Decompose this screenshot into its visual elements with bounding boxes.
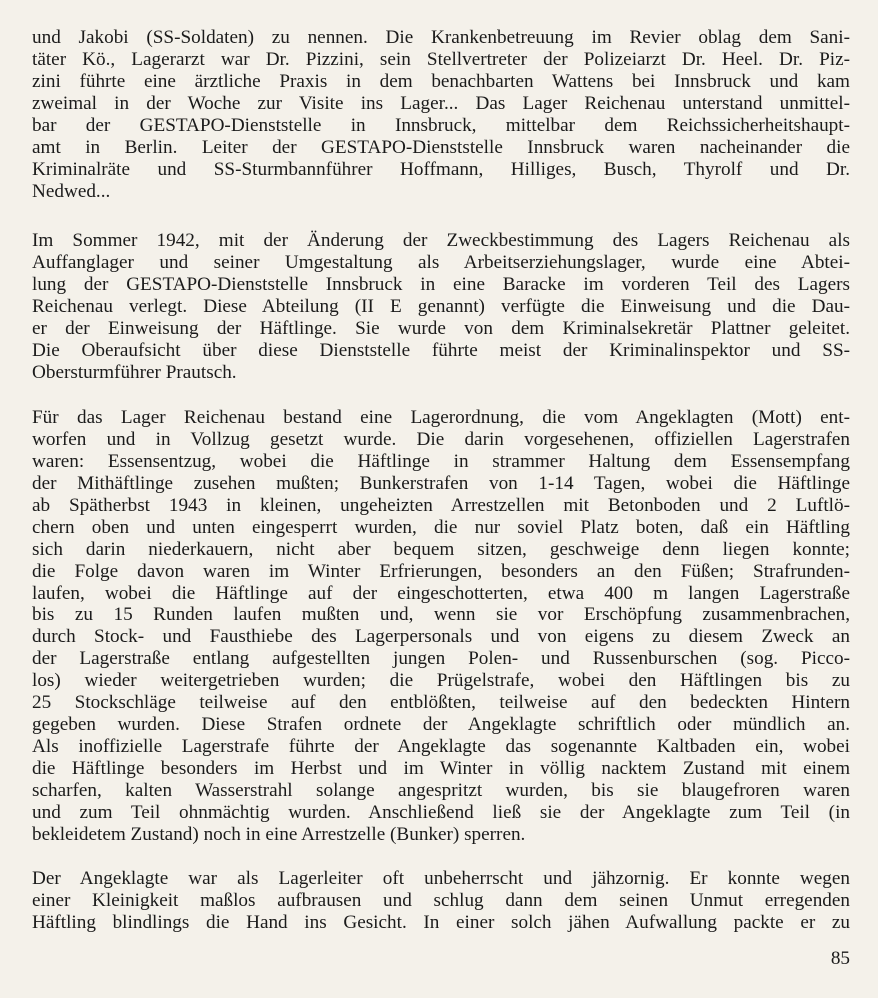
paragraph-3-line-12: der Lagerstraße entlang aufgestellten jungen Polen- und Russenburschen (sog. Picco- [32,648,850,670]
paragraph-1-line-2: täter Kö., Lagerarzt war Dr. Pizzini, sein Stellvertreter der Polizeiarzt Dr. Heel. Dr. Piz- [32,48,850,70]
paragraph-3-line-8: die Folge davon waren im Winter Erfrierungen, besonders an den Füßen; Strafrunden- [32,560,850,582]
paragraph-2-line-4: Reichenau verlegt. Diese Abteilung (II E genannt) verfügte die Einweisung und die Dau- [32,295,850,317]
paragraph-3-line-3: waren: Essensentzug, wobei die Häftlinge in strammer Haltung dem Essensempfang [32,450,850,472]
paragraph-4-line-2: einer Kleinigkeit maßlos aufbrausen und schlug dann dem seinen Unmut erregenden [32,889,850,911]
paragraph-3-line-18: scharfen, kalten Wasserstrahl solange angespritzt wurden, bis sie blaugefroren waren [32,779,850,801]
paragraph-3-line-6: chern oben und unten eingesperrt wurden, die nur soviel Platz boten, daß ein Häftling [32,516,850,538]
paragraph-1-line-5: bar der GESTAPO-Dienststelle in Innsbruck, mittelbar dem Reichssicherheitshaupt- [32,114,850,136]
paragraph-2-line-7: Obersturmführer Prautsch. [32,361,237,383]
paragraph-3-line-4: der Mithäftlinge zusehen mußten; Bunkerstrafen von 1-14 Tagen, wobei die Häftlinge [32,472,850,494]
paragraph-3-line-5: ab Spätherbst 1943 in kleinen, ungeheizten Arrestzellen mit Betonboden und 2 Luftlö- [32,494,850,516]
paragraph-3-line-19: und zum Teil ohnmächtig wurden. Anschließend ließ sie der Angeklagte zum Teil (in [32,801,850,823]
paragraph-1-line-6: amt in Berlin. Leiter der GESTAPO-Dienststelle Innsbruck waren nacheinander die [32,136,850,158]
paragraph-3-line-9: laufen, wobei die Häftlinge auf der eingeschotterten, etwa 400 m langen Lagerstraße [32,582,850,604]
paragraph-1-line-4: zweimal in der Woche zur Visite ins Lager... Das Lager Reichenau unterstand unmittel- [32,92,850,114]
paragraph-2-line-1: Im Sommer 1942, mit der Änderung der Zweckbestimmung des Lagers Reichenau als [32,230,850,251]
paragraph-1-line-8: Nedwed... [32,180,111,202]
paragraph-4 [32,868,850,934]
paragraph-4-line-3: Häftling blindlings die Hand ins Gesicht. In einer solch jähen Aufwallung packte er zu [32,911,850,933]
paragraph-3 [32,407,850,846]
paragraph-2-line-2: Auffanglager und seiner Umgestaltung als Arbeitserziehungslager, wurde eine Abtei- [32,251,850,273]
paragraph-1 [32,27,850,203]
paragraph-2-line-6: Die Oberaufsicht über diese Dienststelle führte meist der Kriminalinspektor und SS- [32,339,850,361]
paragraph-3-line-15: gegeben wurden. Diese Strafen ordnete der Angeklagte schriftlich oder mündlich an. [32,714,850,736]
paragraph-2-line-5: er der Einweisung der Häftlinge. Sie wurde von dem Kriminalsekretär Plattner geleitet. [32,317,850,339]
paragraph-3-line-11: durch Stock- und Fausthiebe des Lagerpersonals und von eigens zu diesem Zweck an [32,626,850,648]
page-number: 85 [830,948,850,969]
paragraph-3-line-14: 25 Stockschläge teilweise auf den entblößten, teilweise auf den bedeckten Hintern [32,692,850,714]
paragraph-3-line-1: Für das Lager Reichenau bestand eine Lagerordnung, die vom Angeklagten (Mott) ent- [32,407,850,428]
paragraph-3-line-7: sich darin niederkauern, nicht aber bequem sitzen, geschweige denn liegen konnte; [32,538,850,560]
paragraph-3-line-10: bis zu 15 Runden laufen mußten und, wenn sie vor Erschöpfung zusammenbrachen, [32,604,850,626]
paragraph-2-line-3: lung der GESTAPO-Dienststelle Innsbruck in eine Baracke im vorderen Teil des Lagers [32,273,850,295]
paragraph-3-line-20: bekleidetem Zustand) noch in eine Arrestzelle (Bunker) sperren. [32,823,526,845]
paragraph-1-line-1: und Jakobi (SS-Soldaten) zu nennen. Die Krankenbetreuung im Revier oblag dem Sani- [32,27,850,48]
paragraph-1-line-3: zini führte eine ärztliche Praxis in dem benachbarten Wattens bei Innsbruck und kam [32,70,850,92]
paragraph-3-line-13: los) wieder weitergetrieben wurden; die Prügelstrafe, wobei den Häftlingen bis zu [32,670,850,692]
paragraph-3-line-17: die Häftlinge besonders im Herbst und im Winter in völlig nacktem Zustand mit einem [32,758,850,779]
paragraph-1-line-7: Kriminalräte und SS-Sturmbannführer Hoffmann, Hilliges, Busch, Thyrolf und Dr. [32,158,850,180]
paragraph-3-line-16: Als inoffizielle Lagerstrafe führte der Angeklagte das sogenannte Kaltbaden ein, wobei [32,736,850,758]
paragraph-2 [32,230,850,384]
paragraph-4-line-1: Der Angeklagte war als Lagerleiter oft unbeherrscht und jähzornig. Er konnte wegen [32,868,850,889]
paragraph-3-line-2: worfen und in Vollzug gesetzt wurde. Die darin vorgesehenen, offiziellen Lagerstrafen [32,428,850,450]
